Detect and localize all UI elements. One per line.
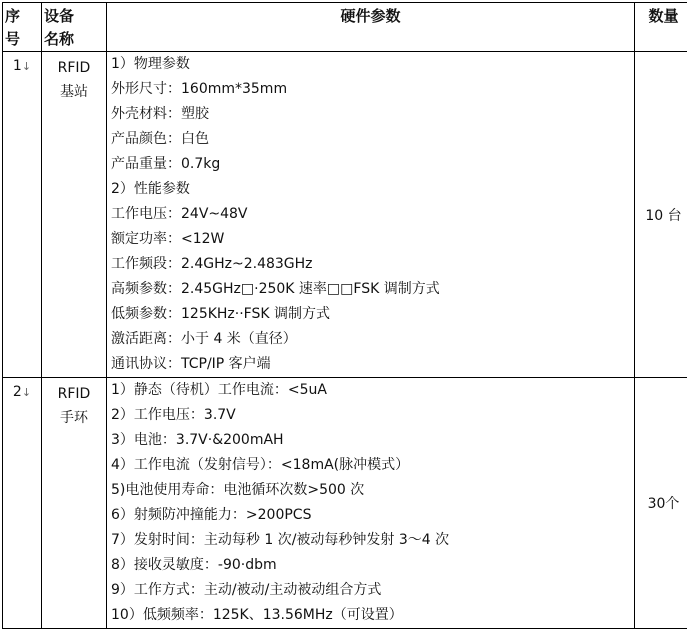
row-index-value: 2 bbox=[12, 384, 22, 400]
param-line: 通讯协议：TCP/IP 客户端 bbox=[111, 356, 271, 372]
table-row bbox=[3, 378, 687, 629]
row-quantity bbox=[635, 378, 687, 629]
param-line: 外形尺寸：160mm*35mm bbox=[111, 81, 288, 97]
param-line: 4）工作电流（发射信号）：<18mA(脉冲模式） bbox=[111, 457, 410, 473]
header-params-label: 硬件参数 bbox=[340, 7, 401, 25]
device-name-line2: 手环 bbox=[60, 410, 88, 426]
device-name-line1: RFID bbox=[57, 60, 91, 76]
param-line: 2）工作电压：3.7V bbox=[111, 407, 236, 423]
param-line: 1）静态（待机）工作电流：<5uA bbox=[111, 382, 327, 398]
row-quantity-value: 10 台 bbox=[645, 207, 682, 224]
param-line: 8）接收灵敏度：-90·dbm bbox=[111, 557, 277, 573]
param-line: 7）发射时间：主动每秒 1 次/被动每秒钟发射 3～4 次 bbox=[111, 532, 450, 548]
row-params bbox=[107, 378, 635, 629]
param-line: 低频参数：125KHz··FSK 调制方式 bbox=[111, 306, 331, 322]
param-line: 5)电池使用寿命：电池循环次数>500 次 bbox=[111, 482, 365, 498]
param-line: 额定功率：<12W bbox=[111, 231, 225, 247]
header-quantity-label: 数量 bbox=[648, 7, 679, 25]
row-device-name bbox=[42, 52, 107, 378]
paragraph-mark-icon: ↓ bbox=[21, 60, 32, 73]
header-index bbox=[3, 3, 42, 52]
param-line: 工作电压：24V~48V bbox=[111, 206, 248, 222]
param-line: 高频参数：2.45GHz□·250K 速率□□FSK 调制方式 bbox=[111, 281, 440, 297]
param-line: 外壳材料：塑胶 bbox=[111, 106, 209, 122]
paragraph-mark-icon: ↓ bbox=[21, 386, 32, 399]
param-line: 6）射频防冲撞能力：>200PCS bbox=[111, 507, 312, 523]
row-index bbox=[3, 378, 42, 629]
device-name-line1: RFID bbox=[57, 386, 91, 402]
row-quantity-value: 30个 bbox=[647, 496, 680, 512]
header-index-line1: 序 bbox=[5, 7, 21, 25]
device-name-line2: 基站 bbox=[60, 84, 88, 100]
header-index-line2: 号 bbox=[5, 30, 21, 48]
header-device-name bbox=[42, 3, 107, 52]
table-row bbox=[3, 52, 687, 378]
param-line: 1）物理参数 bbox=[111, 56, 190, 72]
param-line: 2）性能参数 bbox=[111, 181, 190, 197]
row-params bbox=[107, 52, 635, 378]
row-device-name bbox=[42, 378, 107, 629]
param-line: 产品颜色：白色 bbox=[111, 131, 209, 147]
header-row bbox=[3, 3, 687, 52]
header-quantity bbox=[635, 3, 687, 52]
row-index bbox=[3, 52, 42, 378]
param-line: 9）工作方式：主动/被动/主动被动组合方式 bbox=[111, 582, 382, 598]
header-device-line1: 设备 bbox=[44, 7, 75, 25]
header-params bbox=[107, 3, 635, 52]
row-index-value: 1 bbox=[12, 58, 22, 74]
hardware-spec-table bbox=[2, 2, 687, 629]
param-line: 10）低频频率：125K、13.56MHz（可设置） bbox=[111, 607, 403, 623]
row-quantity bbox=[635, 52, 687, 378]
param-line: 工作频段：2.4GHz~2.483GHz bbox=[111, 256, 313, 272]
param-line: 产品重量：0.7kg bbox=[111, 156, 221, 172]
header-device-line2: 名称 bbox=[44, 30, 75, 48]
param-line: 3）电池：3.7V·&200mAH bbox=[111, 432, 284, 448]
param-line: 激活距离：小于 4 米（直径） bbox=[111, 331, 297, 347]
